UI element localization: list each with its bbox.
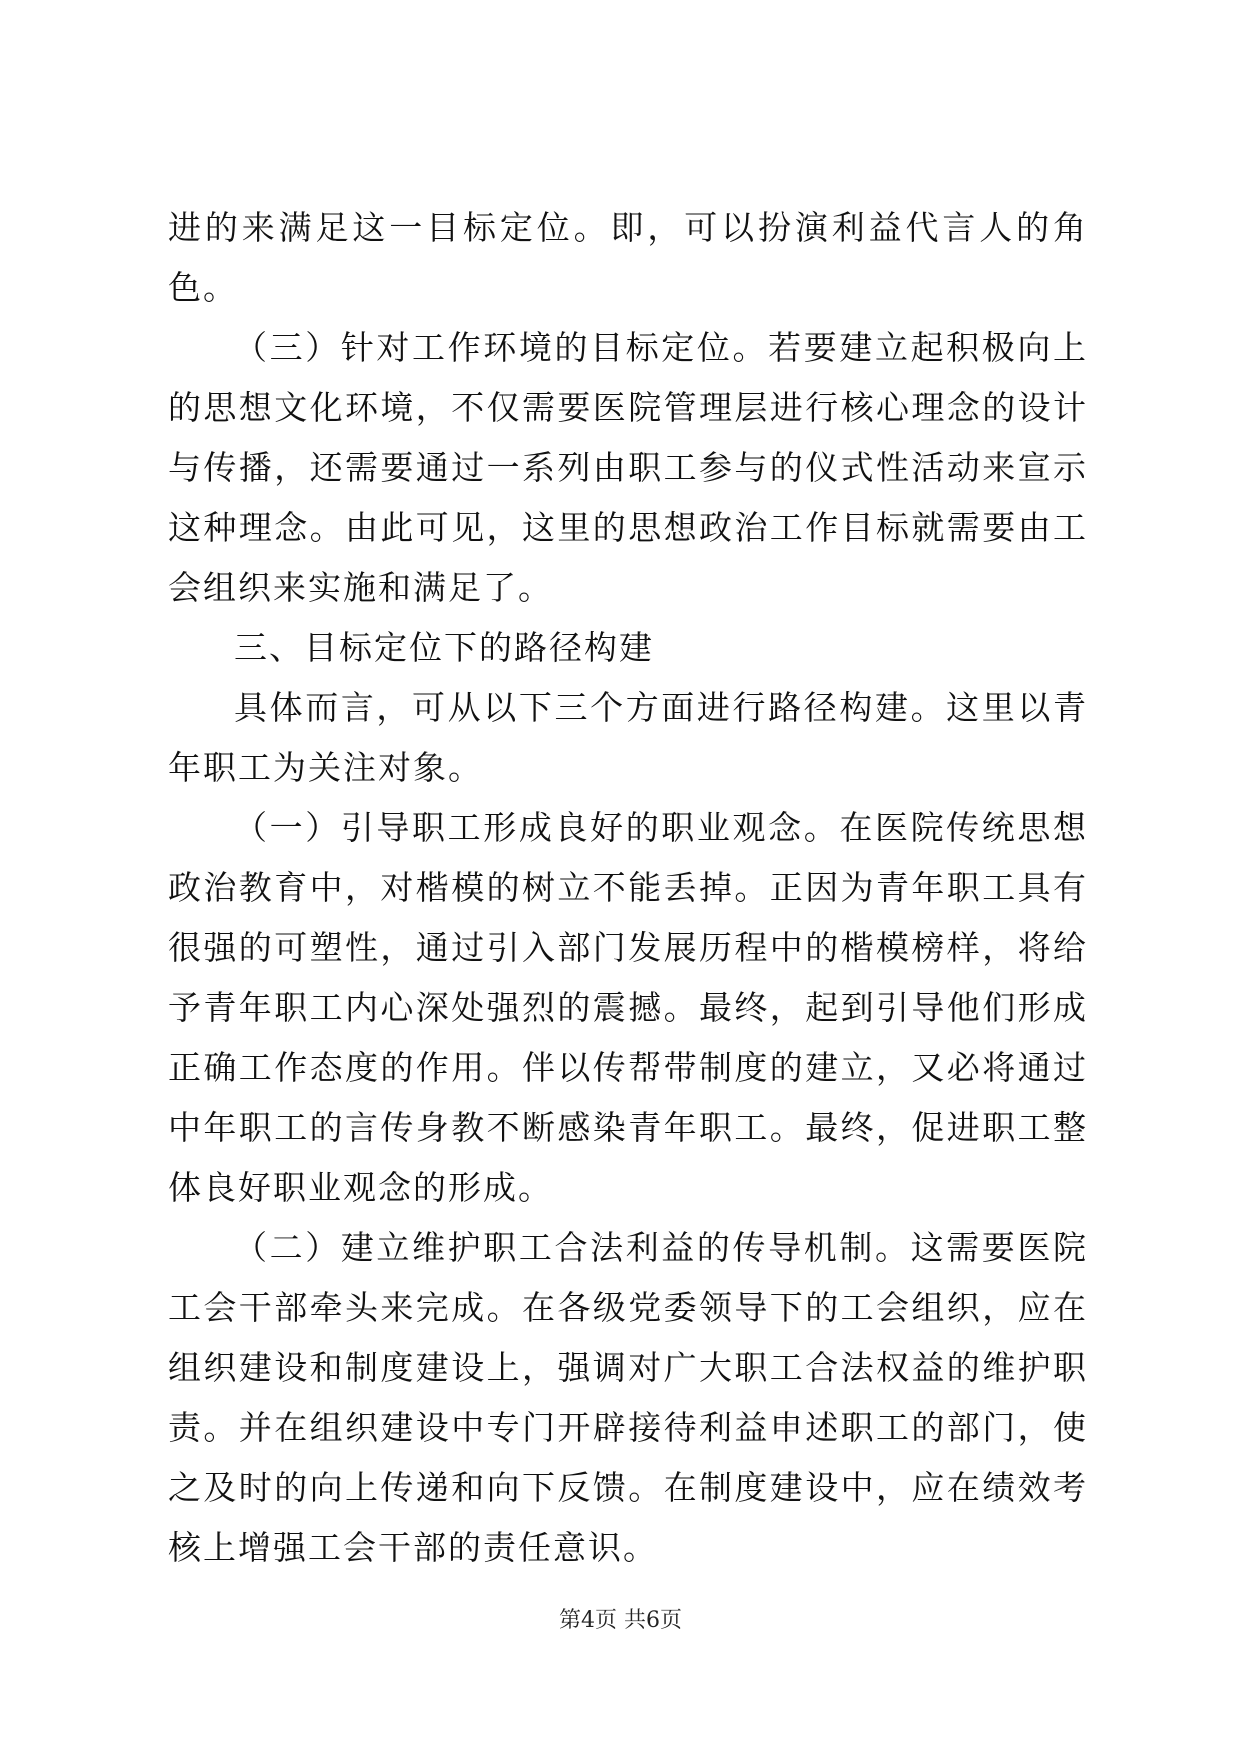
page-number: 第4页 共6页 <box>559 1608 682 1633</box>
document-body <box>168 198 1088 1578</box>
page-footer <box>0 1606 1241 1636</box>
paragraph-1: 进的来满足这一目标定位。即，可以扮演利益代言人的角色。 <box>168 208 1088 307</box>
paragraph-2: （三）针对工作环境的目标定位。若要建立起积极向上的思想文化环境，不仅需要医院管理层进行核心理念的设计与传播，还需要通过一系列由职工参与的仪式性活动来宣示这种理念。由此可见，这里的思想政治工作目标就需要由工会组织来实施和满足了。 <box>168 328 1088 607</box>
paragraph-4: 具体而言，可从以下三个方面进行路径构建。这里以青年职工为关注对象。 <box>168 688 1088 787</box>
paragraph-6: （二）建立维护职工合法利益的传导机制。这需要医院工会干部牵头来完成。在各级党委领导下的工会组织，应在组织建设和制度建设上，强调对广大职工合法权益的维护职责。并在组织建设中专门开辟接待利益申述职工的部门，使之及时的向上传递和向下反馈。在制度建设中，应在绩效考核上增强工会干部的责任意识。 <box>168 1228 1088 1567</box>
paragraph-5: （一）引导职工形成良好的职业观念。在医院传统思想政治教育中，对楷模的树立不能丢掉。正因为青年职工具有很强的可塑性，通过引入部门发展历程中的楷模榜样，将给予青年职工内心深处强烈的震撼。最终，起到引导他们形成正确工作态度的作用。伴以传帮带制度的建立，又必将通过中年职工的言传身教不断感染青年职工。最终，促进职工整体良好职业观念的形成。 <box>168 808 1088 1207</box>
section-heading: 三、目标定位下的路径构建 <box>234 628 654 667</box>
